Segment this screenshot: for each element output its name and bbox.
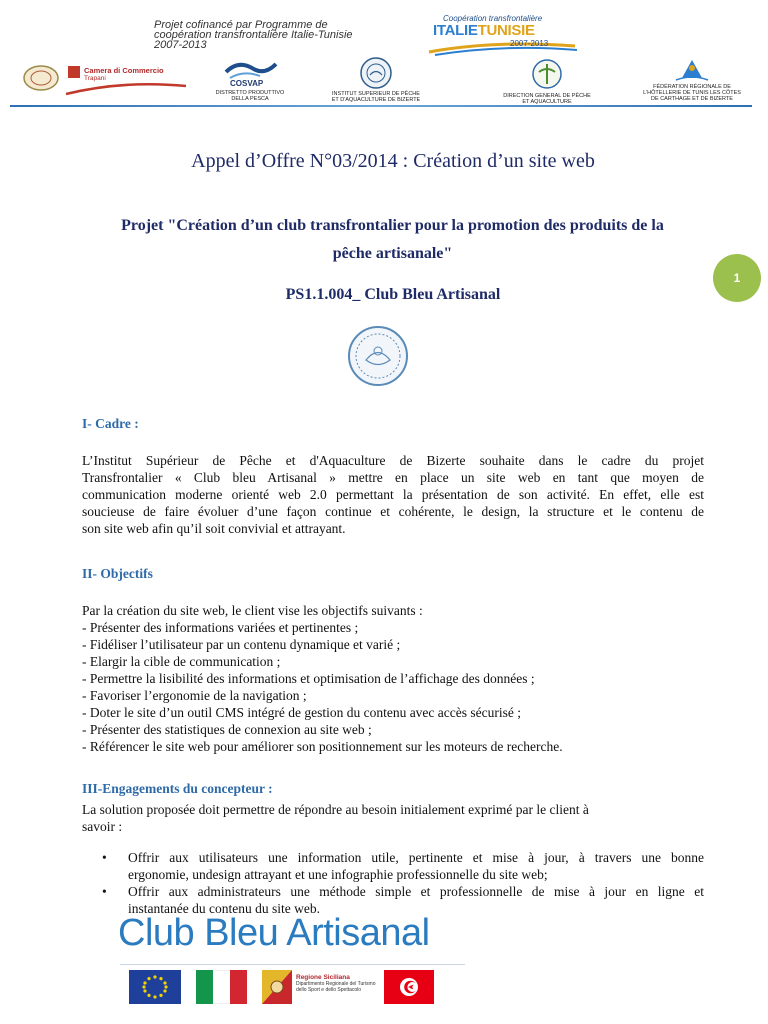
list-item: • Offrir aux utilisateurs une information utile, pertinente et mise à jour, à travers une bonne ergonomie, undesign attrayant et une infographie professionnelle du site web; — [102, 850, 704, 882]
list-item: - Elargir la cible de communication ; — [82, 654, 281, 669]
document-title: Appel d’Offre N°03/2014 : Création d’un site web — [191, 150, 595, 172]
list-item: - Présenter des statistiques de connexion au site web ; — [82, 722, 372, 737]
objectifs-list — [82, 602, 704, 755]
bullet-icon: • — [102, 850, 107, 865]
list-item: - Favoriser l’ergonomie de la navigation ; — [82, 688, 307, 703]
eu-flag-icon — [129, 970, 181, 1004]
italie-tunisie-logo: Coopération transfrontalière ITALIETUNISIE 2007-2013 — [425, 12, 580, 57]
section-objectifs-heading: II- Objectifs — [82, 566, 153, 581]
cosvap-logo: COSVAP DISTRETTO PRODUTTIVO DELLA PESCA — [218, 58, 282, 104]
club-bleu-brand: Club Bleu Artisanal — [118, 912, 430, 954]
seal-logo-left-icon — [22, 64, 60, 92]
cofinance-text: Projet cofinancé par Programme de coopération transfrontalière Italie-Tunisie 2007-2013 — [154, 19, 353, 51]
italy-flag-icon — [196, 970, 247, 1004]
list-item: • Offrir aux administrateurs une méthode simple et professionnelle de mise à jour en ligne et instantanée du contenu du site web. — [102, 884, 704, 916]
section-cadre-heading: I- Cadre : — [82, 416, 139, 431]
footer-divider — [120, 964, 465, 965]
ispa-logo: INSTITUT SUPERIEUR DE PÊCHE ET D'AQUACULTURE DE BIZERTE — [330, 56, 422, 104]
engagements-bullets — [82, 849, 704, 917]
list-item: - Permettre la lisibilité des informations et optimisation de l’affichage des données ; — [82, 671, 535, 686]
list-item: - Fidéliser l’utilisateur par un contenu dynamique et varié ; — [82, 637, 401, 652]
list-item: - Présenter des informations variées et pertinentes ; — [82, 620, 359, 635]
dgpa-emblem-icon — [508, 58, 586, 90]
engagements-intro: La solution proposée doit permettre de répondre au besoin initialement exprimé par le client à savoir : — [82, 802, 589, 834]
project-code: PS1.1.004_ Club Bleu Artisanal — [285, 286, 501, 303]
section-cadre-paragraph: L’Institut Supérieur de Pêche et d'Aquaculture de Bizerte souhaite dans le cadre du projet Transfrontalier « Club bleu Artisanal » mettre en place un site web en tant que moyen de communication moderne orienté web 2.0 permettant la présentation de son activité. En effet, elle est soucieuse de faire évoluer d’une façon continue et cohérente, le design, la structure et le contenu de son site web afin qu’il soit convivial et attrayant. — [82, 453, 704, 536]
bullet-icon: • — [102, 884, 107, 899]
dgpa-logo: DIRECTION GENERAL DE PÊCHE ET AQUACULTURE — [508, 58, 586, 104]
list-item: - Doter le site d’un outil CMS intégré de gestion du contenu avec accès sécurisé ; — [82, 705, 521, 720]
ispa-seal-icon — [330, 56, 422, 90]
list-item: - Référencer le site web pour améliorer son positionnement sur les moteurs de recherche. — [82, 739, 563, 754]
camera-commercio-logo: Camera di Commercio Trapani — [64, 66, 189, 100]
header-divider — [10, 105, 752, 107]
tunisia-flag-icon — [384, 970, 434, 1004]
section-engagements-heading: III-Engagements du concepteur : — [82, 781, 273, 796]
sicily-trinacria-icon — [262, 970, 292, 1004]
frh-logo: FÉDÉRATION RÉGIONALE DE L'HÔTELLERIE DE TUNIS LES CÔTES DE CARTHAGE ET DE BIZERTE — [640, 58, 744, 106]
project-subtitle: Projet "Création d’un club transfrontalier pour la promotion des produits de la pêche artisanale" — [121, 217, 664, 262]
page-number-badge: 1 — [713, 254, 761, 302]
objectifs-intro: Par la création du site web, le client vise les objectifs suivants : — [82, 603, 423, 618]
regione-siciliana-label: Regione Siciliana Dipartimento Regionale del Turismo dello Sport e dello Spettacolo — [296, 974, 376, 993]
frh-emblem-icon — [640, 58, 744, 84]
institute-seal-icon — [333, 325, 423, 387]
